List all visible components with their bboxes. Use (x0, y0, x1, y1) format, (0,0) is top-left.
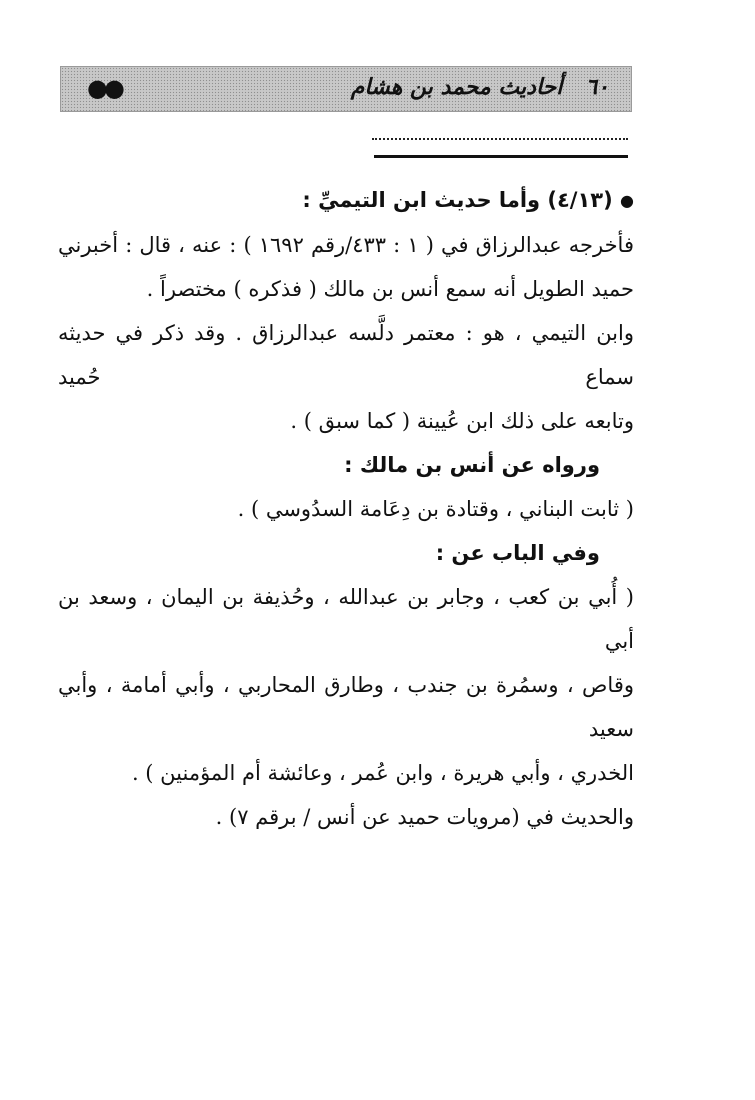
chapter-line-1: ( أُبي بن كعب ، وجابر بن عبدالله ، وحُذيفة بن اليمان ، وسعد بن أبي (58, 585, 634, 653)
book-title: أحاديث محمد بن هشام (350, 75, 563, 100)
solid-separator (374, 155, 628, 158)
bullet-icon: ● (620, 191, 634, 210)
closing-line: والحديث في (مرويات حميد عن أنس / برقم ٧) . (215, 805, 634, 829)
paragraph-1-line-2: حميد الطويل أنه سمع أنس بن مالك ( فذكره ) مختصراً . (146, 277, 634, 301)
narrators-line: ( ثابت البناني ، وقتادة بن دِعَامة السدُوسي ) . (237, 497, 634, 521)
ornament-icon: ●● (87, 74, 121, 102)
page-body (58, 178, 634, 839)
running-header-title (351, 75, 609, 100)
paragraph-2-line-2: وتابعه على ذلك ابن عُيينة ( كما سبق ) . (290, 409, 634, 433)
narrators-heading: ورواه عن أنس بن مالك : (344, 453, 600, 477)
paragraph-1-line-1: فأخرجه عبدالرزاق في ( ١ : ٤٣٣/رقم ١٦٩٢ ) : عنه ، قال : أخبرني (58, 233, 634, 257)
dotted-separator (372, 138, 628, 140)
chapter-heading: وفي الباب عن : (435, 541, 600, 565)
section-heading (58, 178, 634, 223)
running-header (60, 66, 632, 112)
section-heading-text: (٤/١٣) وأما حديث ابن التيميِّ : (302, 188, 613, 212)
chapter-line-2: وقاص ، وسمُرة بن جندب ، وطارق المحاربي ، وأبي أمامة ، وأبي سعيد (58, 673, 634, 741)
page-number: ٦٠ (585, 75, 609, 100)
paragraph-2-line-1: وابن التيمي ، هو : معتمر دلَّسه عبدالرزاق . وقد ذكر في حديثه سماع حُميد (58, 321, 634, 389)
chapter-line-3: الخدري ، وأبي هريرة ، وابن عُمر ، وعائشة أم المؤمنين ) . (131, 761, 634, 785)
